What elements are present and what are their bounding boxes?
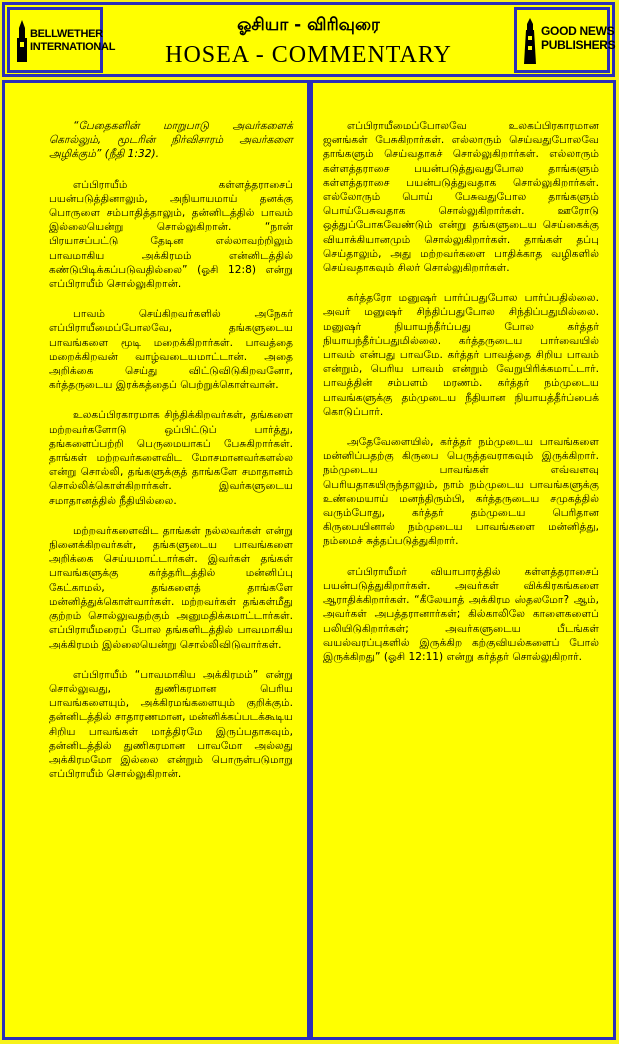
paragraph: எப்பிராயீம் கள்ளத்தராசைப் பயன்படுத்தினாலும், அநியாயமாய் தனக்கு பொருளை சம்பாதித்தாலும், தன்னிடத்தில் பாவம் இல்லையென்று சொல்லுகிறான். “நான் பிரயாசப்பட்டு தேடின எல்லாவற்றிலும் பாவமாகிய அக்கிரமம் என்னிடத்தில் கண்டுபிடிக்கப்படுவதில்லை” (ஓசி 12:8) என்று எப்பிராயீம் சொல்லுகிறான். bbox=[49, 178, 293, 291]
title-english: HOSEA - COMMENTARY bbox=[165, 42, 452, 68]
paragraph: கர்த்தரோ மனுஷர் பார்ப்பதுபோல பார்ப்பதில்லை. அவர் மனுஷர் சிந்திப்பதுபோல சிந்திப்பதுமில்லை. மனுஷர் நியாயந்தீர்ப்பது போல கர்த்தர் நியாயந்தீர்ப்பதுமில்லை. கர்த்தருடைய பார்வையில் பாவம் என்பது பாவமே. கர்த்தர் பாவத்தை சிறிய பாவம் என்றும், பெரிய பாவம் என்றும் வேறுபிரிக்கமாட்டார். பாவத்தின் சம்பளம் மரணம். கர்த்தர் நம்முடைய பாவங்களுக்கு தம்முடைய நீதியான நியாயத்தீர்ப்பைக் கொடுப்பார். bbox=[323, 292, 599, 418]
paragraph: மற்றவர்களைவிட தாங்கள் நல்லவர்கள் என்று நினைக்கிறவர்கள், தங்களுடைய பாவங்களை அறிக்கை செய்யமாட்டார்கள். இவர்கள் தங்கள் பாவங்களுக்கு கர்த்தரிடத்தில் மன்னிப்பு கேட்காமல், தங்களைத் தாங்களே மன்னித்துக்கொள்வார்கள். மற்றவர்கள் தங்கள்மீது குற்றம் சொல்லுவதற்கும் அனுமதிக்கமாட்டார்கள். எப்பிராயீமரைப் போல தங்களிடத்தில் பாவமாகிய அக்கிரமம் இல்லையென்று சொல்லிவிடுவார்கள். bbox=[49, 524, 293, 651]
paragraph: எப்பிராயீமர் வியாபாரத்தில் கள்ளத்தராசைப் பயன்படுத்துகிறார்கள். அவர்கள் விக்கிரகங்களை ஆராதிக்கிறார்கள். “கீலேயாத் அக்கிரம ஸ்தலமோ? ஆம், அவர்கள் அபத்தரானார்கள்; கில்காலிலே காளைகளைப் பலியிடுகிறார்கள்; அவர்களுடைய பீடங்கள் வயல்வரப்புகளில் இருக்கிற கற்குவியல்களைப் போல் இருக்கிறது” (ஓசி 12:11) என்று கர்த்தர் சொல்லுகிறார். bbox=[323, 565, 599, 663]
page-header bbox=[2, 2, 615, 77]
logo-right-line1: GOOD NEWS bbox=[541, 24, 615, 38]
paragraph: எப்பிராயீமைப்போலவே உலகப்பிரகாரமான ஜனங்கள் பேசுகிறார்கள். எல்லாரும் செய்வதுபோலவே தாங்களும் செய்வதாகச் சொல்லுகிறார்கள். எல்லாரும் கள்ளத்தராசை பயன்படுத்துவதுபோல தாங்களும் கள்ளத்தராசை பயன்படுத்துவதாக சொல்லுகிறார்கள். எல்லோரும் பொய் பேசுவதுபோல தாங்களும் பொய்பேசுவதாக சொல்லுகிறார்கள். ஊரோடு ஒத்துப்போகவேண்டும் என்று தங்களுடைய செய்கைக்கு வியாக்கியானமும் சொல்லுகிறார்கள். தாங்கள் தப்பு செய்தாலும், அது மற்றவர்களை பாதிக்காத வழிகளில் செய்வதாகவும் சிலர் சொல்லுகிறார்கள். bbox=[323, 120, 599, 275]
paragraph: உலகப்பிரகாரமாக சிந்திக்கிறவர்கள், தங்களை மற்றவர்களோடு ஒப்பிட்டுப் பார்த்து, தங்களைப்பற்றி பெருமையாகப் பேசுகிறார்கள். தாங்கள் மற்றவர்களைவிட மோசமானவர்களல்ல என்று சொல்லி, தங்களுக்குத் தாங்களே சமாதானம் சொல்லிக்கொள்கிறார்கள். இவர்களுடைய சமாதானத்தில் நீதியில்லை. bbox=[49, 409, 293, 507]
right-column bbox=[310, 80, 616, 1040]
title-tamil: ஓசியா - விரிவுரை bbox=[237, 15, 380, 35]
paragraph: எப்பிராயீம் “பாவமாகிய அக்கிரமம்” என்று சொல்லுவது, துணிகரமான பெரிய பாவங்களையும், அக்கிரமங்களையும் குறிக்கும். தன்னிடத்தில் சாதாரணமான, மன்னிக்கப்படக்கூடிய சிறிய பாவங்கள் மாத்திரமே இருப்பதாகவும், தன்னிடத்தில் துணிகரமான பாவமோ அல்லது அக்கிரமமோ இல்லை என்றும் பொருள்படுமாறு எப்பிராயீம் சொல்லுகிறான். bbox=[49, 668, 294, 781]
paragraph: அதேவேளையில், கர்த்தர் நம்முடைய பாவங்களை மன்னிப்பதற்கு கிருபை பெருத்தவராகவும் இருக்கிறார். நம்முடைய பாவங்கள் எவ்வளவு பெரியதாகயிருந்தாலும், நாம் நம்முடைய பாவங்களுக்கு உண்மையாய் மனந்திரும்பி, கர்த்தருடைய சமுகத்தில் வரும்போது, கர்த்தர் தம்முடைய பெரிதான கிருபையினால் நம்முடைய பாவங்களை மன்னித்து, நம்மைச் சுத்தப்படுத்துகிறார். bbox=[323, 436, 599, 548]
bell-tower-icon bbox=[15, 20, 29, 64]
logo-right-line2: PUBLISHERS bbox=[541, 38, 616, 52]
paragraph: “பேதைகளின் மாறுபாடு அவர்களைக் கொல்லும், மூடரின் நிர்விசாரம் அவர்களை அழிக்கும்” (நீதி 1:32). bbox=[49, 120, 293, 161]
logo-left-line1: BELLWETHER bbox=[30, 28, 103, 40]
left-column bbox=[2, 80, 310, 1040]
left-column-text bbox=[49, 119, 293, 797]
lighthouse-icon bbox=[522, 18, 538, 66]
logo-left-line2: INTERNATIONAL bbox=[30, 41, 116, 53]
good-news-logo bbox=[514, 7, 616, 73]
bellwether-logo bbox=[7, 7, 116, 73]
right-column-text bbox=[323, 119, 599, 680]
paragraph: பாவம் செய்கிறவர்களில் அநேகர் எப்பிராயீமைப்போலவே, தங்களுடைய பாவங்களை மூடி மறைக்கிறார்கள். பாவத்தை மறைக்கிறவன் வாழ்வடையமாட்டான். அதை அறிக்கை செய்து விட்டுவிடுகிறவனோ, கர்த்தருடைய இரக்கத்தைப் பெற்றுக்கொள்வான். bbox=[49, 308, 293, 392]
